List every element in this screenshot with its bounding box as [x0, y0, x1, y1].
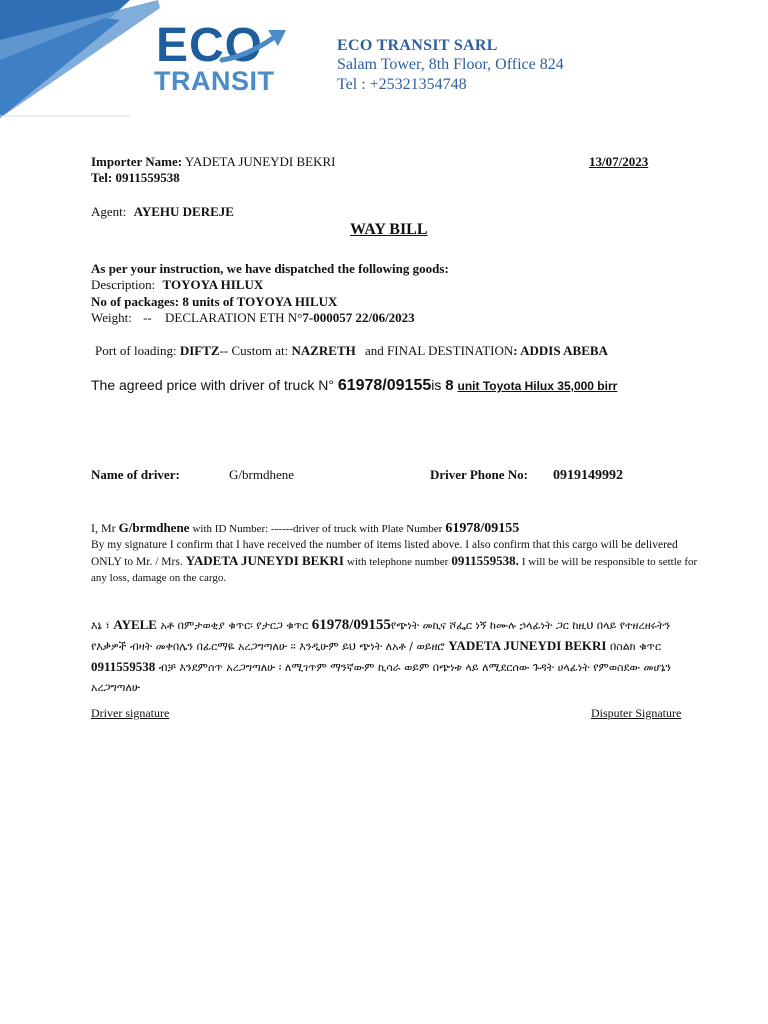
decl-en-s1: I, Mr — [91, 521, 116, 535]
arrow-icon — [218, 26, 288, 66]
decl-en-s2: with ID Number: ------driver of truck with Plate Number — [192, 523, 443, 535]
document-title: WAY BILL — [350, 221, 428, 238]
declaration-label: DECLARATION ETH N° — [165, 310, 303, 325]
decl-en-receiver: YADETA JUNEYDI BEKRI — [185, 553, 344, 568]
agent-label: Agent: — [91, 204, 127, 219]
price-truck: 61978/09155 — [337, 377, 432, 394]
decl-am-plate: 61978/09155 — [311, 617, 391, 633]
decl-am-s2: አቶ በምታወቂያ ቁጥር፡ የታርጋ ቁጥር — [160, 619, 309, 632]
decl-en-plate: 61978/09155 — [445, 521, 520, 536]
logo-transit-text: TRANSIT — [154, 66, 275, 96]
weight-dash: -- — [143, 310, 152, 325]
price-line — [91, 377, 617, 395]
decl-en-s3: By my signature I confirm that I have received the number of items listed above. I also confirm that this cargo will be delivered ONLY to Mr. / Mrs. — [91, 539, 678, 568]
declaration-english — [91, 520, 701, 586]
price-detail: unit Toyota Hilux 35,000 birr — [457, 379, 618, 393]
driver-signature-label: Driver signature — [91, 706, 170, 720]
declaration-value: 7-000057 22/06/2023 — [302, 310, 415, 325]
disputer-signature-label: Disputer Signature — [591, 706, 682, 720]
final-value: : ADDIS ABEBA — [513, 343, 608, 358]
price-count: 8 — [445, 377, 454, 394]
company-logo — [150, 19, 290, 97]
agent-name: AYEHU DEREJE — [133, 204, 234, 219]
decl-en-s5: I will be will be responsible to settle for any loss, damage on the cargo. — [91, 556, 698, 584]
importer-name: YADETA JUNEYDI BEKRI — [184, 154, 336, 169]
importer-tel: Tel: 0911559538 — [91, 170, 180, 185]
decl-am-phone: 0911559538 — [91, 659, 156, 674]
custom-value: NAZRETH — [291, 343, 356, 358]
document-date: 13/07/2023 — [589, 154, 649, 169]
driver-name-value: G/brmdhene — [229, 467, 294, 482]
logo-eco-text: ECO — [156, 19, 264, 72]
final-label: and FINAL DESTINATION — [365, 343, 514, 358]
decl-am-s4: በስልክ ቁጥር — [609, 640, 662, 653]
corner-decoration — [0, 0, 160, 120]
driver-phone-label: Driver Phone No: — [430, 467, 528, 482]
custom-label: -- Custom at: — [219, 343, 289, 358]
agent-line — [91, 204, 234, 220]
company-address: Salam Tower, 8th Floor, Office 824 — [337, 56, 564, 73]
decl-am-name: AYELE — [113, 617, 157, 632]
weight-label: Weight: — [91, 310, 132, 325]
route-line — [95, 343, 608, 359]
driver-phone-value: 0919149992 — [553, 468, 623, 483]
decl-en-name: G/brmdhene — [118, 520, 190, 535]
importer-line — [91, 154, 336, 170]
weight-line — [91, 310, 415, 326]
company-name: ECO TRANSIT SARL — [337, 37, 498, 54]
loading-label: Port of loading: — [95, 343, 177, 358]
decl-am-receiver: YADETA JUNEYDI BEKRI — [448, 638, 607, 653]
goods-intro: As per your instruction, we have dispatched the following goods: — [91, 261, 449, 276]
company-tel: Tel : +25321354748 — [337, 76, 467, 93]
description-label: Description: — [91, 277, 156, 292]
packages-line: No of packages: 8 units of TOYOYA HILUX — [91, 294, 338, 309]
price-is: is — [431, 377, 442, 393]
importer-label: Importer Name: — [91, 154, 183, 169]
declaration-amharic — [91, 615, 706, 698]
price-prefix: The agreed price with driver of truck N° — [91, 377, 334, 393]
description-line — [91, 277, 263, 293]
decl-en-phone: 0911559538. — [451, 553, 519, 568]
decl-am-s5: ብቻ እንደምሰጥ አረጋግጣለሁ ፡ ለሚገጥም ማንኛውም ኪሳራ ወይም በጭነቱ ላይ ለሚደርሰው ጉዳት ሀላፊነት የምወስደው መሆኔን አረጋግጣለሁ — [91, 661, 672, 694]
driver-name-label: Name of driver: — [91, 467, 180, 482]
description-value: TOYOYA HILUX — [162, 277, 264, 292]
decl-en-s4: with telephone number — [346, 556, 449, 568]
decl-am-s1: እኔ ፣ — [91, 619, 110, 632]
decl-am-s3: የጭነት መኪና ሾፌር ነኝ ከሙሉ ኃላፊነት ጋር ከዚህ በላይ የተዘረዘሩትን የእቃዎች ብዛት መቀበሌን በፊርማዬ አረጋግጣለሁ ፡፡ እንዲሁም ይህ ጭነት ለአቶ / ወይዘሮ — [91, 619, 671, 653]
loading-value: DIFTZ — [179, 343, 220, 358]
